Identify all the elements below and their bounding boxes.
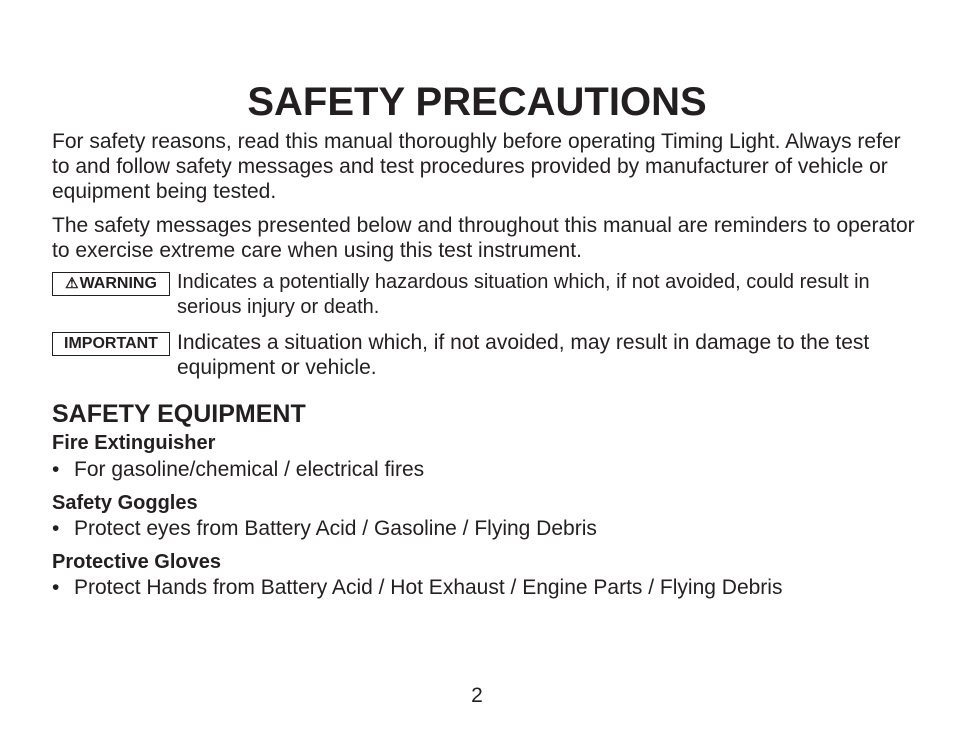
page-number: 2 xyxy=(471,684,483,707)
equipment-item-detail-text: Protect Hands from Battery Acid / Hot Exhaust / Engine Parts / Flying Debris xyxy=(74,576,783,599)
bullet-icon: • xyxy=(52,517,60,540)
equipment-item-title: Fire Extinguisher xyxy=(52,432,216,454)
bullet-icon: • xyxy=(52,458,60,481)
equipment-item-detail-text: For gasoline/chemical / electrical fires xyxy=(74,458,425,481)
warning-description: Indicates a potentially hazardous situation which, if not avoided, could result in serious injury or death. xyxy=(177,271,870,318)
intro-paragraph-1: For safety reasons, read this manual thoroughly before operating Timing Light. Always refer to and follow safety messages and test procedures provided by manufacturer of vehicle or equipment being tested. xyxy=(52,130,901,203)
equipment-item-detail xyxy=(52,516,597,541)
important-badge xyxy=(52,332,170,356)
equipment-item-title: Protective Gloves xyxy=(52,551,221,573)
equipment-item-detail xyxy=(52,575,782,600)
equipment-item-detail xyxy=(52,457,424,482)
warning-label: WARNING xyxy=(79,275,157,292)
intro-paragraph-2: The safety messages presented below and throughout this manual are reminders to operator to exercise extreme care when using this test instrument. xyxy=(52,214,915,262)
equipment-item-title: Safety Goggles xyxy=(52,492,198,514)
section-heading-safety-equipment: SAFETY EQUIPMENT xyxy=(52,400,306,428)
important-description: Indicates a situation which, if not avoided, may result in damage to the test equipment or vehicle. xyxy=(177,331,870,379)
warning-triangle-icon: ⚠ xyxy=(65,275,79,292)
warning-badge xyxy=(52,272,170,296)
equipment-item-detail-text: Protect eyes from Battery Acid / Gasoline / Flying Debris xyxy=(74,517,597,540)
important-label: IMPORTANT xyxy=(64,335,158,352)
page-title: SAFETY PRECAUTIONS xyxy=(247,80,707,124)
bullet-icon: • xyxy=(52,576,60,599)
